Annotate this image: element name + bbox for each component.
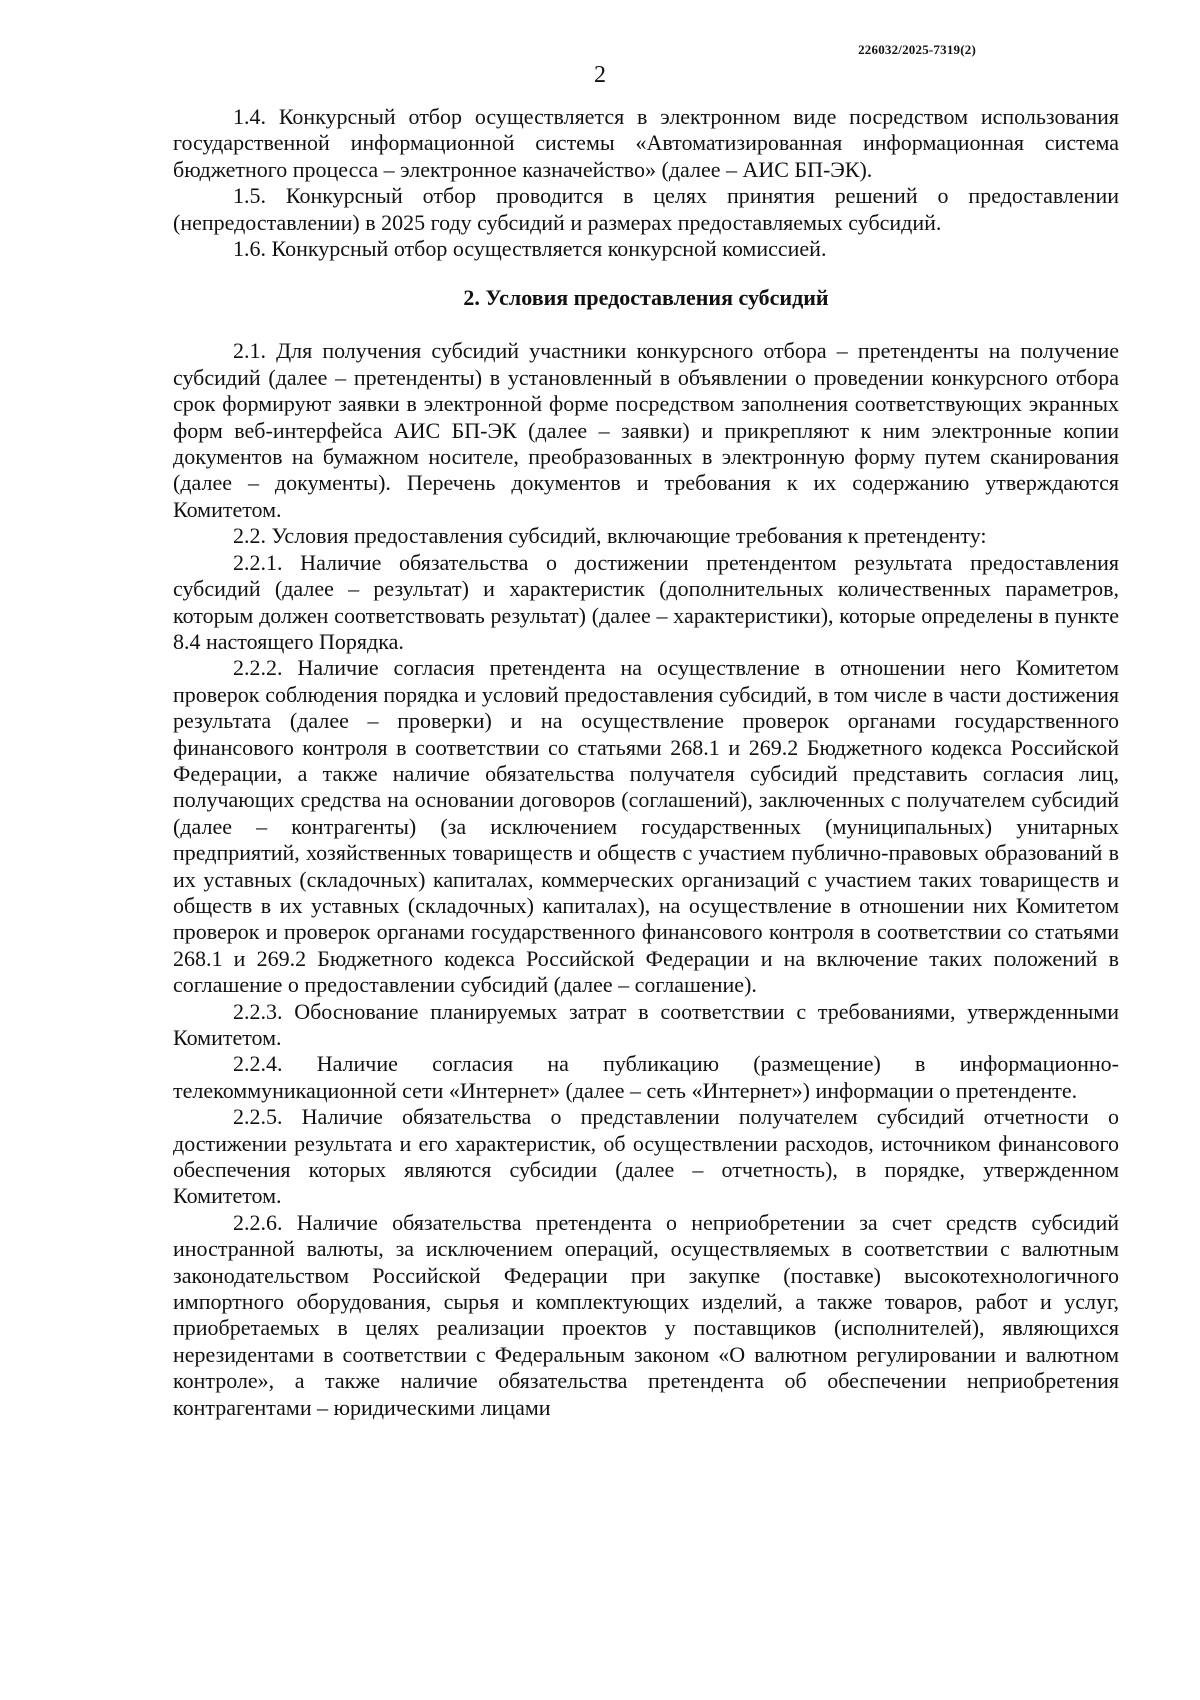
paragraph-2-2-2: 2.2.2. Наличие согласия претендента на осуществление в отношении него Комитетом проверок соблюдения порядка и условий предоставления субсидий, в том числе в части достижения результата (далее – проверки) и на осуществление проверок органами государственного финансового контроля в соответствии со статьями 268.1 и 269.2 Бюджетного кодекса Российской Федерации, а также наличие обязательства получателя субсидий представить согласия лиц, получающих средства на основании договоров (соглашений), заключенных с получателем субсидий (далее – контрагенты) (за исключением государственных (муниципальных) унитарных предприятий, хозяйственных товариществ и обществ с участием публично-правовых образований в их уставных (складочных) капиталах, коммерческих организаций с участием таких товариществ и обществ в их уставных (складочных) капиталах), на осуществление в отношении них Комитетом проверок и проверок органами государственного финансового контроля в соответствии со статьями 268.1 и 269.2 Бюджетного кодекса Российской Федерации и на включение таких положений в соглашение о предоставлении субсидий (далее – соглашение). (173, 655, 1119, 998)
paragraph-2-2-6: 2.2.6. Наличие обязательства претендента о неприобретении за счет средств субсидий иностранной валюты, за исключением операций, осуществляемых в соответствии с валютным законодательством Российской Федерации при закупке (поставке) высокотехнологичного импортного оборудования, сырья и комплектующих изделий, а также товаров, работ и услуг, приобретаемых в целях реализации проектов у поставщиков (исполнителей), являющихся нерезидентами в соответствии с Федеральным законом «О валютном регулировании и валютном контроле», а также наличие обязательства претендента об обеспечении неприобретения контрагентами – юридическими лицами (173, 1209, 1119, 1420)
paragraph-2-2: 2.2. Условия предоставления субсидий, включающие требования к претенденту: (233, 523, 987, 549)
page-number: 2 (594, 62, 606, 88)
paragraph-2-2-4: 2.2.4. Наличие согласия на публикацию (размещение) в информационно-телекоммуникационной сети «Интернет» (далее – сеть «Интернет») информации о претенденте. (173, 1051, 1119, 1103)
paragraph-1-4: 1.4. Конкурсный отбор осуществляется в электронном виде посредством использования государственной информационной системы «Автоматизированная информационная система бюджетного процесса – электронное казначейство» (далее – АИС БП-ЭК). (173, 104, 1119, 182)
paragraph-2-2-1: 2.2.1. Наличие обязательства о достижении претендентом результата предоставления субсидий (далее – результат) и характеристик (дополнительных количественных параметров, которым должен соответствовать результат) (далее – характеристики), которые определены в пункте 8.4 настоящего Порядка. (173, 549, 1119, 654)
paragraph-1-6: 1.6. Конкурсный отбор осуществляется конкурсной комиссией. (233, 236, 827, 262)
paragraph-2-2-3: 2.2.3. Обоснование планируемых затрат в соответствии с требованиями, утвержденными Комитетом. (173, 998, 1119, 1050)
section-2-heading: 2. Условия предоставления субсидий (463, 285, 829, 311)
paragraph-2-2-5: 2.2.5. Наличие обязательства о представлении получателем субсидий отчетности о достижении результата и его характеристик, об осуществлении расходов, источником финансового обеспечения которых являются субсидии (далее – отчетность), в порядке, утвержденном Комитетом. (173, 1104, 1119, 1209)
document-body (173, 104, 1119, 1421)
document-registration-number: 226032/2025-7319(2) (858, 42, 976, 57)
paragraph-2-1: 2.1. Для получения субсидий участники конкурсного отбора – претенденты на получение субсидий (далее – претенденты) в установленный в объявлении о проведении конкурсного отбора срок формируют заявки в электронной форме посредством заполнения соответствующих экранных форм веб-интерфейса АИС БП-ЭК (далее – заявки) и прикрепляют к ним электронные копии документов на бумажном носителе, преобразованных в электронную форму путем сканирования (далее – документы). Перечень документов и требования к их содержанию утверждаются Комитетом. (173, 338, 1119, 522)
paragraph-1-5: 1.5. Конкурсный отбор проводится в целях принятия решений о предоставлении (непредоставлении) в 2025 году субсидий и размерах предоставляемых субсидий. (173, 183, 1119, 235)
